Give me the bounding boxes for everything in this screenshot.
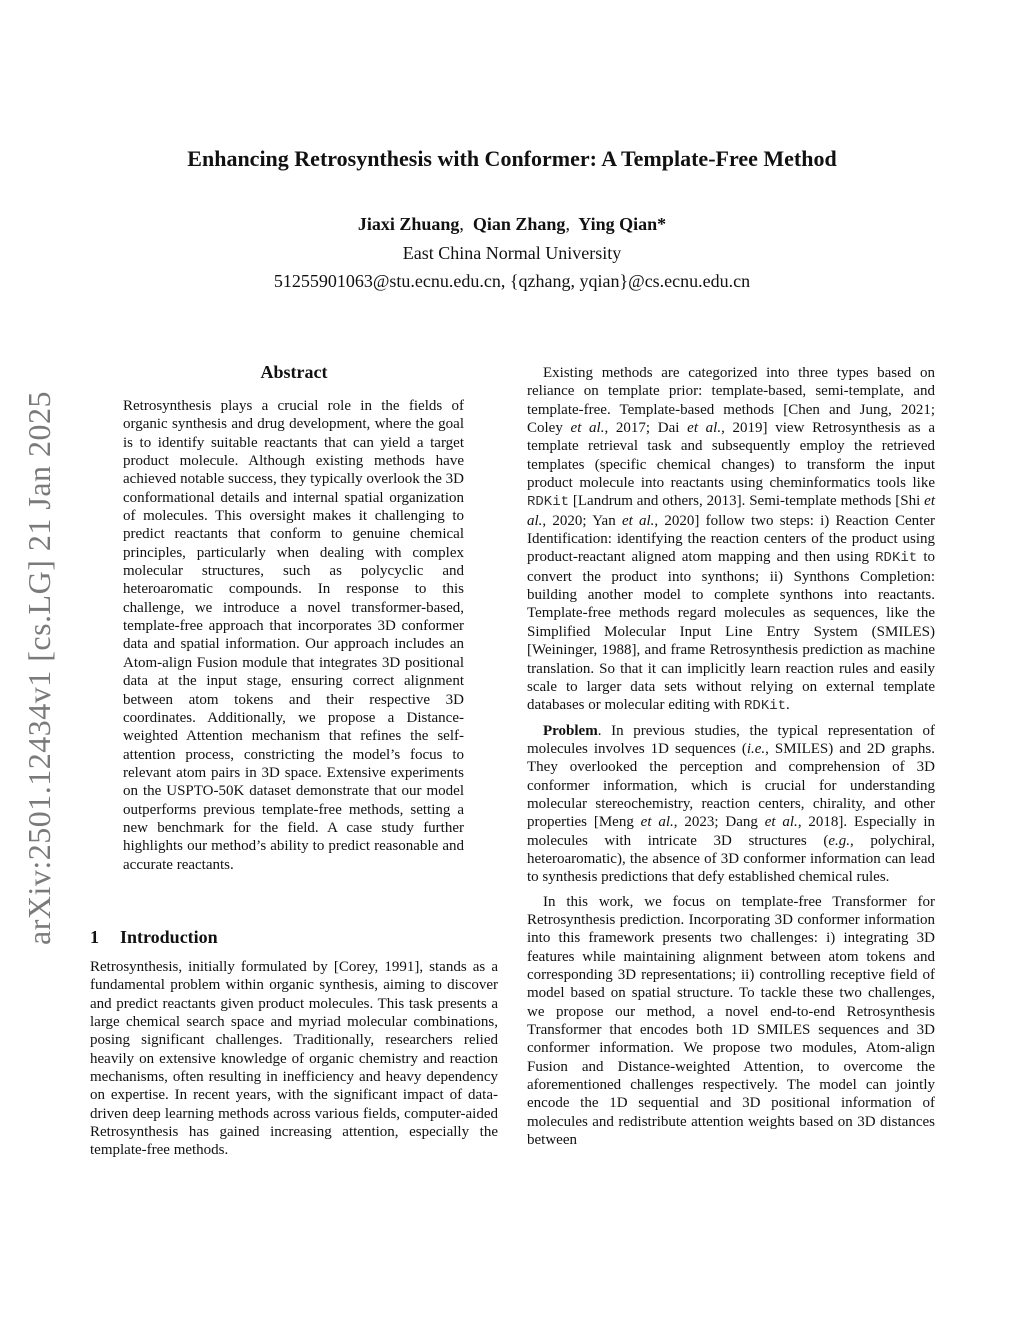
text-run: et al.	[640, 814, 674, 831]
abstract-paragraph: Retrosynthesis plays a crucial role in the fields of organic synthesis and drug development, where the goal is to identify suitable reactants that can yield a target product molecule. Although existing methods have achieved notable success, they typically overlook the 3D conformational details and internal spatial organization of molecules. This oversight makes it challenging to predict reactants that conform to genuine chemical principles, particularly when dealing with complex molecular structures, such as polycyclic and heteroaromatic compounds. In response to this challenge, we introduce a novel transformer-based, template-free approach that incorporates 3D conformer data and spatial information. Our approach includes an Atom-align Fusion module that integrates 3D positional data at the input stage, ensuring correct alignment between atom tokens and their respective 3D coordinates. Additionally, we propose a Distance-weighted Attention mechanism that refines the self-attention process, constricting the model’s focus to relevant atom pairs in 3D space. Extensive experiments on the USPTO-50K dataset demonstrate that our model outperforms previous template-free methods, setting a new benchmark for the field. A case study further highlights our method’s ability to predict reasonable and accurate reactants.	[123, 398, 464, 873]
author-name: Jiaxi Zhuang	[357, 214, 460, 234]
introduction-paragraph: Retrosynthesis, initially formulated by [Corey, 1991], stands as a fundamental problem within organic synthesis, aiming to discover and predict reactants given product molecules. This task presents a large chemical search space and myriad molecular combinations, posing significant challenges. Traditionally, researchers relied heavily on extensive knowledge of organic chemistry and reaction mechanisms, often resulting in inefficiency and heavy dependency on expertise. In recent years, with the significant impact of data-driven deep learning methods across various fields, computer-aided Retrosynthesis has gained increasing attention, especially the template-free methods.	[90, 959, 498, 1159]
text-run: et al.	[687, 420, 722, 437]
text-run: et al.	[621, 512, 655, 529]
text-run: et al.	[570, 420, 605, 437]
text-run: , 2017; Dai	[604, 420, 688, 437]
text-run: e.g.	[828, 832, 851, 849]
arxiv-identifier-stamp: arXiv:2501.12434v1 [cs.LG] 21 Jan 2025	[21, 390, 57, 945]
abstract-text	[123, 397, 464, 874]
author-name: Qian Zhang	[472, 214, 566, 234]
text-run: , polychiral, heteroaromatic), the absence of 3D conformer information can lead to synthesis predictions that defy established chemical rules.	[527, 832, 935, 886]
text-run: , 2023; Dang	[673, 814, 765, 831]
section-title: Introduction	[120, 927, 218, 947]
code-term: RDKit	[527, 494, 570, 511]
paragraph-label: Problem	[543, 722, 598, 739]
text-run: , 2020; Yan	[542, 512, 622, 529]
affiliation: East China Normal University	[402, 243, 622, 263]
text-run: to convert the product into synthons; ii) Synthons Completion: building another model to complete synthons into reactants. Template-free methods regard molecules as sequences, like the Simplified Molecular Input Line Entry System (SMILES) [Weininger, 1988], and frame Retrosynthesis prediction as machine translation. So that it can implicitly learn reaction rules and easily scale to larger data sets without relying on external template databases or molecular editing with	[527, 549, 935, 714]
abstract-heading: Abstract	[260, 362, 328, 382]
author-separator: ,	[459, 214, 464, 234]
paragraph-existing-methods	[527, 364, 935, 716]
author-name: Ying Qian*	[578, 214, 667, 234]
paper-title: Enhancing Retrosynthesis with Conformer: A Template-Free Method	[187, 146, 837, 171]
author-separator: ,	[565, 214, 570, 234]
text-run: , SMILES) and 2D graphs. They overlooked the perception and comprehension of 3D conformer information, which is crucial for understanding molecular stereochemistry, reaction centers, chirality, and other properties [Meng	[527, 740, 935, 831]
text-run: , 2020] follow two steps: i) Reaction Center Identification: identifying the reaction centers of the product using product-reactant aligned atom mapping and then using	[527, 512, 935, 566]
paragraph-this-work: In this work, we focus on template-free Transformer for Retrosynthesis prediction. Incorporating 3D conformer information into this framework presents two challenges: i) integrating 3D features while maintaining alignment between atom tokens and corresponding 3D representations; ii) controlling receptive field of model based on spatial structure. To tackle these two challenges, we propose our method, a novel end-to-end Retrosynthesis Transformer that encodes both 1D SMILES sequences and 3D conformer information. We propose two modules, Atom-align Fusion and Distance-weighted Attention, to overcome the aforementioned challenges respectively. The model can jointly encode the 1D sequential and 3D positional information of molecules and redistribute attention weights based on 3D distances between	[527, 893, 935, 1149]
text-run: [Landrum and others, 2013]. Semi-template methods [Shi	[569, 493, 925, 510]
author-list	[0, 211, 1024, 237]
code-term: RDKit	[875, 550, 918, 567]
right-column	[527, 364, 935, 1149]
text-run: .	[786, 697, 790, 714]
code-term: RDKit	[744, 698, 787, 715]
section-heading-introduction	[90, 925, 218, 949]
text-run: Existing methods are categorized into three types based on reliance on template prior: template-based, semi-template, and template-free. Template-based methods [Chen and Jung, 2021; Coley	[527, 365, 935, 437]
text-run: , 2018]. Especially in molecules with intricate 3D structures (	[527, 814, 935, 849]
text-run: et al.	[527, 493, 935, 529]
text-run: , 2019] view Retrosynthesis as a template retrieval task and subsequently employ the retrieved templates (specific chemical changes) to transform the input product molecule into reactants using cheminformatics tools like	[527, 420, 935, 492]
section-number: 1	[90, 927, 99, 947]
paragraph-problem	[527, 722, 935, 887]
text-run: et al.	[764, 814, 798, 831]
author-emails: 51255901063@stu.ecnu.edu.cn, {qzhang, yqian}@cs.ecnu.edu.cn	[273, 271, 751, 291]
text-run: . In previous studies, the typical representation of molecules involves 1D sequences (	[527, 722, 935, 757]
text-run: i.e.	[746, 740, 766, 757]
introduction-text	[90, 958, 498, 1160]
